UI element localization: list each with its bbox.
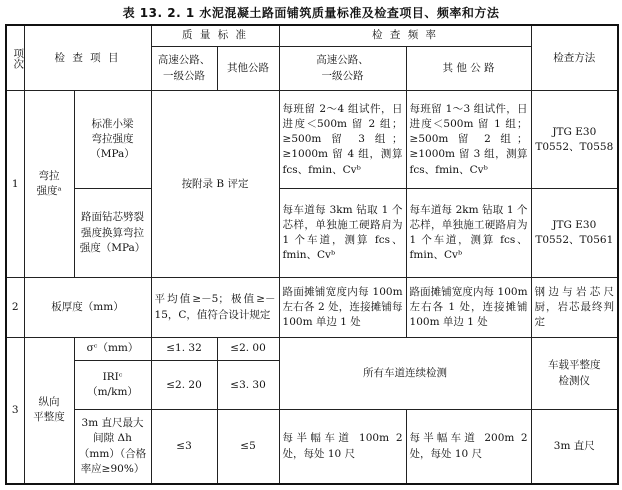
header-standard-highway: 高速公路、 一级公路: [151, 46, 217, 91]
row3-no: 3: [6, 337, 24, 484]
row2-freq-other: 路面摊铺宽度内每 100m 左右各 1 处，连接摊铺 100m 单边 1 处: [406, 278, 531, 338]
row3-other-a: ≤2. 00: [217, 337, 279, 360]
header-item: 检 查 项 目: [24, 25, 151, 91]
header-freq-other: 其 他 公 路: [406, 46, 531, 91]
table-row: [6, 337, 618, 360]
row3-sub-b: IRIᶜ （m/km）: [74, 361, 151, 410]
row1-method-b: JTG E30 T0552、T0561: [531, 189, 618, 278]
row3-freq-highway-c: 每半幅车道 100m 2 处，每处 10 尺: [279, 410, 406, 484]
row1-freq-highway-a: 每班留 2～4 组试件，日进度＜500m 留 2 组；≥500m 留 3 组；≥1000m 留 4 组，测算 fcs、fmin、Cvᵇ: [279, 91, 406, 189]
row3-sub-c: 3m 直尺最大间隙 Δh（mm）（合格率应≥90%）: [74, 410, 151, 484]
row2-method: 钢边与岩芯尺厨，岩芯最终判定: [531, 278, 618, 338]
row1-name: 弯拉 强度ᵃ: [24, 91, 74, 278]
row3-highway-c: ≤3: [151, 410, 217, 484]
row3-sub-a: σᶜ（mm）: [74, 337, 151, 360]
row3-other-b: ≤3. 30: [217, 361, 279, 410]
row3-freq-other-c: 每半幅车道 200m 2 处，每处 10 尺: [406, 410, 531, 484]
header-seq-label: 项次: [12, 47, 25, 69]
header-freq-highway: 高速公路、 一级公路: [279, 46, 406, 91]
row1-freq-highway-b: 每车道每 3km 钻取 1 个芯样，单独施工硬路肩为 1 个车道，测算 fcs、fmin、Cvᵇ: [279, 189, 406, 278]
row3-method-ab: 车载平整度 检测仪: [531, 337, 618, 409]
row1-sub-a: 标准小梁 弯拉强度 （MPa）: [74, 91, 151, 189]
quality-standard-table: [5, 24, 619, 485]
row3-other-c: ≤5: [217, 410, 279, 484]
row2-standard: 平均值≥－5；极值≥－15，C，值符合设计规定: [151, 278, 279, 338]
table-row: [6, 278, 618, 338]
row1-freq-other-b: 每车道每 2km 钻取 1 个芯样，单独施工硬路肩为 1 个车道，测算 fcs、fmin、Cvᵇ: [406, 189, 531, 278]
row2-freq-highway: 路面摊铺宽度内每 100m 左右各 2 处，连接摊铺每 100m 单边 1 处: [279, 278, 406, 338]
row2-name: 板厚度（mm）: [24, 278, 151, 338]
row3-highway-b: ≤2. 20: [151, 361, 217, 410]
row1-freq-other-a: 每班留 1～3 组试件，日进度＜500m 留 1 组；≥500m 留 2 组；≥1000m 留 3 组，测算 fcs、fmin、Cvᵇ: [406, 91, 531, 189]
header-method: 检查方法: [531, 25, 618, 91]
table-row: [6, 91, 618, 189]
row3-highway-a: ≤1. 32: [151, 337, 217, 360]
table-row: [6, 189, 618, 278]
header-frequency: 检 查 频 率: [279, 25, 531, 46]
row3-method-c: 3m 直尺: [531, 410, 618, 484]
header-standard: 质 量 标 准: [151, 25, 279, 46]
row1-no: 1: [6, 91, 24, 278]
header-standard-other: 其他公路: [217, 46, 279, 91]
page-title: 表 13. 2. 1 水泥混凝土路面铺筑质量标准及检查项目、频率和方法: [122, 6, 500, 20]
row2-no: 2: [6, 278, 24, 338]
row1-standard: 按附录 B 评定: [151, 91, 279, 278]
row1-method-a: JTG E30 T0552、T0558: [531, 91, 618, 189]
table-row: [6, 410, 618, 484]
row1-sub-b: 路面钻芯劈裂 强度换算弯拉 强度（MPa）: [74, 189, 151, 278]
row3-name: 纵向 平整度: [24, 337, 74, 484]
row3-freq-ab: 所有车道连续检测: [279, 337, 531, 409]
header-seq: [6, 25, 24, 91]
